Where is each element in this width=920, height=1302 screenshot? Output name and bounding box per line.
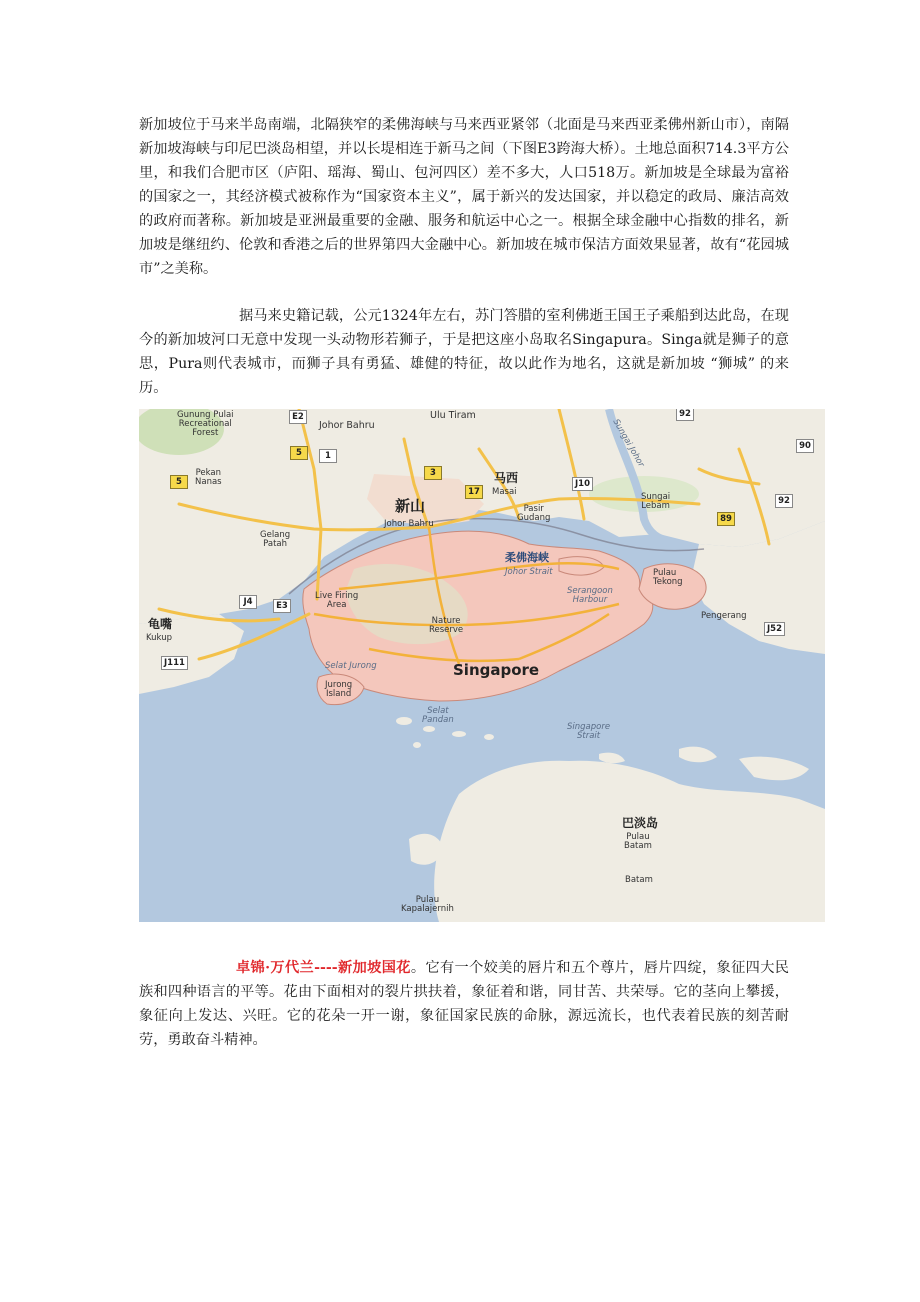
label-pekan-nanas: Pekan Nanas: [195, 468, 222, 487]
label-pulau-tekong: Pulau Tekong: [653, 568, 683, 587]
route-shield: 89: [717, 512, 735, 526]
label-singapore-strait: Singapore Strait: [567, 722, 611, 741]
route-shield: E3: [273, 599, 291, 613]
label-johor-strait-cn: 柔佛海峡: [505, 551, 549, 564]
route-shield: J4: [239, 595, 257, 609]
intro-paragraph: 新加坡位于马来半岛南端，北隔狭窄的柔佛海峡与马来西亚紧邻（北面是马来西亚柔佛州新山市），南隔新加坡海峡与印尼巴淡岛相望，并以长堤相连于新马之间（下图E3跨海大桥）。土地总面积714.3平方公里，和我们合肥市区（庐阳、瑶海、蜀山、包河四区）差不多大，人口518万。新加坡是全球最为富裕的国家之一，其经济模式被称作为“国家资本主义”，属于新兴的发达国家，并以稳定的政局、廉洁高效的政府而著称。新加坡是亚洲最重要的金融、服务和航运中心之一。根据全球金融中心指数的排名，新加坡是继纽约、伦敦和香港之后的世界第四大金融中心。新加坡在城市保洁方面效果显著，故有“花园城市”之美称。: [139, 117, 789, 277]
label-selat-jurong: Selat Jurong: [325, 661, 377, 671]
label-gelang-patah: Gelang Patah: [260, 530, 291, 549]
history-paragraph: 据马来史籍记载，公元1324年左右，苏门答腊的室利佛逝王国王子乘船到达此岛，在现今的新加坡河口无意中发现一头动物形若狮子，于是把这座小岛取名Singapura。Singa就是狮子的意思，Pura则代表城市，而狮子具有勇猛、雄健的特征，故以此作为地名，这就是新加坡 “狮城” 的来历。: [139, 308, 789, 396]
label-pulau-batam: Pulau Batam: [624, 832, 652, 851]
route-shield: 90: [796, 439, 814, 453]
label-sungai-johor: Sungai Johor: [610, 417, 646, 469]
route-shield: 3: [424, 466, 442, 480]
label-guishou-cn: 龟嘴: [148, 617, 173, 631]
route-shield: J52: [764, 622, 785, 636]
label-masai-cn: 马西: [494, 471, 519, 485]
label-singapore: Singapore: [453, 661, 540, 679]
singapore-map: [139, 409, 825, 922]
label-pasir-gudang: Pasir Gudang: [517, 504, 551, 523]
label-kukup: Kukup: [146, 633, 172, 643]
label-kapalajernih: Pulau Kapalajernih: [401, 895, 454, 914]
label-pengerang: Pengerang: [701, 611, 747, 621]
label-live-firing: Live Firing Area: [315, 591, 359, 610]
route-shield: 5: [290, 446, 308, 460]
route-shield: 1: [319, 449, 337, 463]
label-batam: Batam: [625, 875, 653, 885]
label-selat-pandan: Selat Pandan: [422, 706, 454, 725]
flower-body: 。它有一个姣美的唇片和五个尊片，唇片四绽，象征四大民族和四种语言的平等。花由下面相对的裂片拱扶着，象征着和谐，同甘苦、共荣辱。它的茎向上攀援，象征向上发达、兴旺。它的花朵一开一谢，象征国家民族的命脉，源远流长，也代表着民族的刻苦耐劳，勇敢奋斗精神。: [139, 960, 789, 1048]
label-gunung-pulai: Gunung Pulai Recreational Forest: [177, 410, 234, 438]
label-johor-bahru-top: Johor Bahru: [319, 420, 375, 431]
label-nature-reserve: Nature Reserve: [429, 616, 464, 635]
label-sungai-lebam: Sungai Lebam: [641, 492, 671, 511]
route-shield: J111: [161, 656, 188, 670]
label-ulu-tiram: Ulu Tiram: [430, 410, 476, 421]
route-shield: 17: [465, 485, 483, 499]
label-jurong-island: Jurong Island: [325, 680, 353, 699]
flower-paragraph: [139, 956, 789, 1052]
label-johor-bahru: Johor Bahru: [384, 519, 434, 529]
flower-title: 卓锦·万代兰----新加坡国花: [236, 960, 411, 976]
route-shield: 92: [775, 494, 793, 508]
route-shield: J10: [572, 477, 593, 491]
label-serangoon: Serangoon Harbour: [567, 586, 613, 605]
label-masai: Masai: [492, 487, 517, 497]
route-shield: 92: [676, 409, 694, 421]
label-xinshan: 新山: [395, 497, 426, 515]
route-shield: 5: [170, 475, 188, 489]
label-batam-cn: 巴淡岛: [622, 816, 659, 830]
label-johor-strait: Johor Strait: [505, 567, 553, 577]
route-shield: E2: [289, 410, 307, 424]
